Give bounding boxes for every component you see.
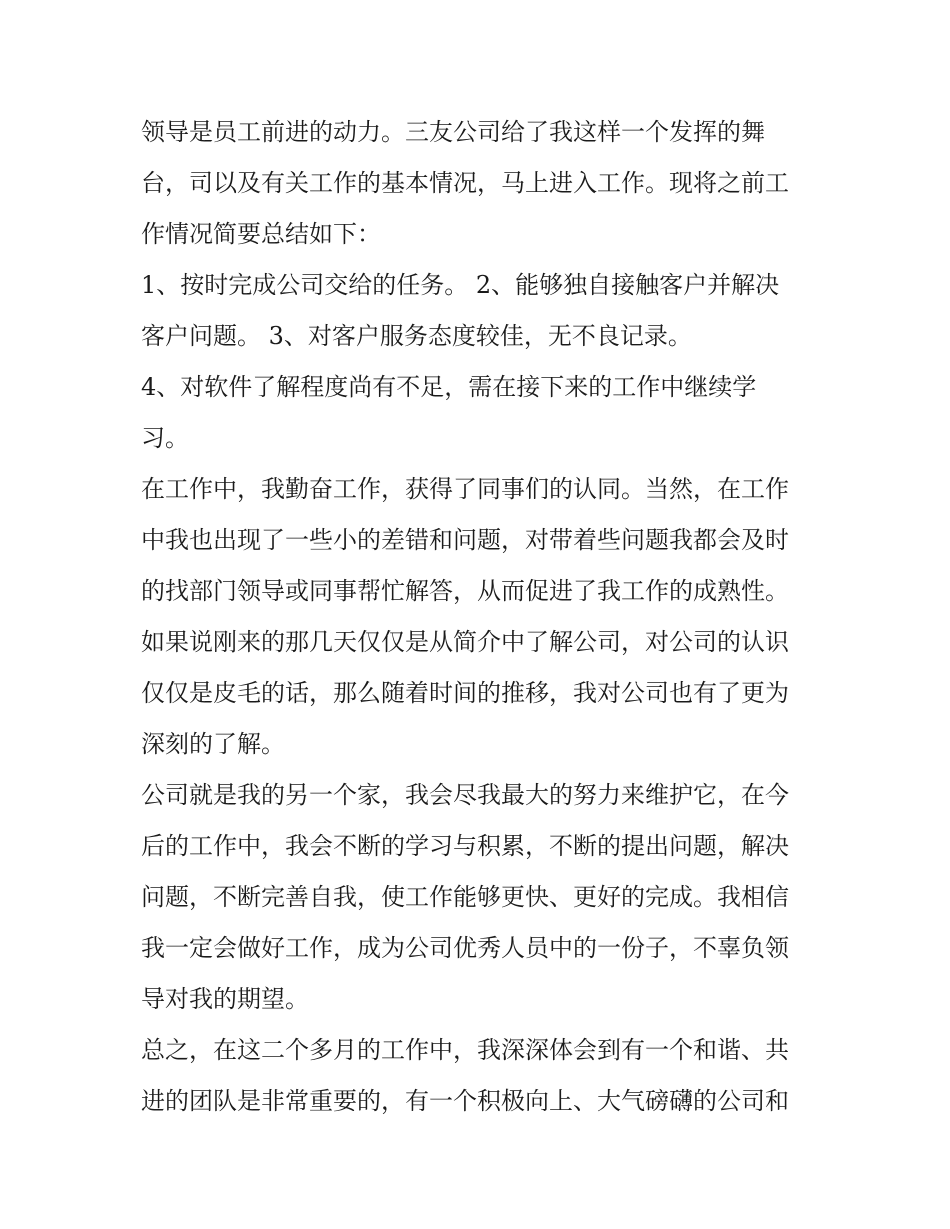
text-line: 我一定会做好工作，成为公司优秀人员中的一份子，不辜负领 [141,934,789,962]
text-line: 公司就是我的另一个家，我会尽我最大的努力来维护它，在今 [141,781,789,809]
text-line: 习。 [141,424,189,452]
text-line: 1、按时完成公司交给的任务。 2、能够独自接触客户并解决 [141,271,780,299]
text-line: 导对我的期望。 [141,985,309,1013]
text-line: 仅仅是皮毛的话，那么随着时间的推移，我对公司也有了更为 [141,679,789,707]
document-body [141,107,821,1127]
text-line: 领导是员工前进的动力。三友公司给了我这样一个发挥的舞 [141,118,765,146]
text-line: 作情况简要总结如下： [141,220,381,248]
text-line: 深刻的了解。 [141,730,285,758]
text-line: 4、对软件了解程度尚有不足，需在接下来的工作中继续学 [141,373,757,401]
text-line: 在工作中，我勤奋工作，获得了同事们的认同。当然，在工作 [141,475,789,503]
text-line: 进的团队是非常重要的，有一个积极向上、大气磅礴的公司和 [141,1087,789,1115]
text-line: 的找部门领导或同事帮忙解答，从而促进了我工作的成熟性。 [141,577,789,605]
text-line: 中我也出现了一些小的差错和问题，对带着些问题我都会及时 [141,526,789,554]
text-line: 如果说刚来的那几天仅仅是从简介中了解公司，对公司的认识 [141,628,789,656]
text-line: 台，司以及有关工作的基本情况，马上进入工作。现将之前工 [141,169,789,197]
text-line: 总之，在这二个多月的工作中，我深深体会到有一个和谐、共 [141,1036,789,1064]
text-line: 客户问题。 3、对客户服务态度较佳，无不良记录。 [141,322,692,350]
text-line: 后的工作中，我会不断的学习与积累，不断的提出问题，解决 [141,832,789,860]
text-line: 问题，不断完善自我，使工作能够更快、更好的完成。我相信 [141,883,789,911]
